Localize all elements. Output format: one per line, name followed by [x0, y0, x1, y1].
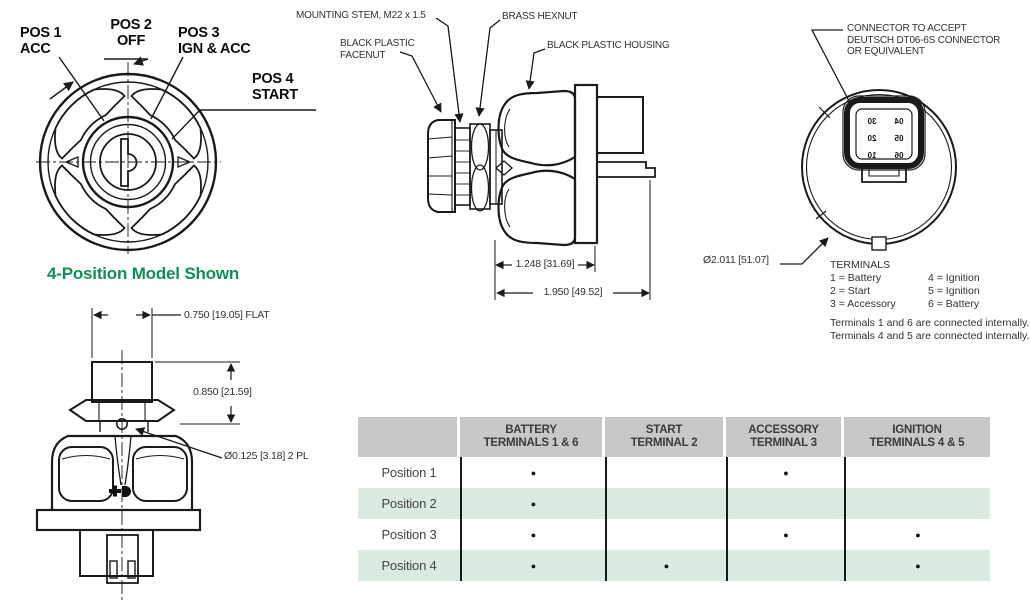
- row-label: Position 2: [358, 488, 460, 519]
- hexnut-leader: [479, 20, 500, 116]
- hole-leader: [136, 429, 222, 458]
- cell-battery: ●: [460, 550, 605, 581]
- cell-battery: ●: [460, 457, 605, 488]
- row-label: Position 3: [381, 527, 437, 542]
- terminals-legend-col1: 1 = Battery 2 = Start 3 = Accessory: [830, 272, 896, 310]
- housing-top-lobe: [499, 91, 576, 165]
- cell-accessory: [726, 488, 844, 519]
- cell-battery: ●: [460, 519, 605, 550]
- table-row-position-1: [358, 457, 990, 488]
- housing-bottom-lobe: [499, 171, 576, 245]
- svg-text:20: 20: [867, 134, 877, 143]
- pos4-label: POS 4 START: [252, 71, 298, 103]
- cell-ignition: ●: [844, 550, 990, 581]
- row-label: Position 1: [381, 465, 437, 480]
- header-ignition: IGNITION TERMINALS 4 & 5: [844, 417, 990, 457]
- svg-text:04: 04: [894, 117, 904, 126]
- cell-accessory: [726, 550, 844, 581]
- rear-view-drawing: [780, 30, 956, 264]
- mounting-stem-callout: MOUNTING STEM, M22 x 1.5: [296, 10, 426, 21]
- housing-depth-dim: 1.248 [31.69]: [515, 258, 575, 270]
- connector-note-leader: [812, 30, 849, 101]
- holes-dim: Ø0.125 [3.18] 2 PL: [224, 450, 309, 462]
- pos3-label: POS 3 IGN & ACC: [178, 25, 251, 57]
- connector-callout: CONNECTOR TO ACCEPT DEUTSCH DT06-6S CONNECTOR OR EQUIVALENT: [847, 23, 1001, 57]
- rear-notch: [872, 237, 886, 250]
- table-header-row: [358, 417, 990, 457]
- rear-block: [597, 97, 643, 153]
- diameter-leader: [780, 238, 828, 264]
- table-row-position-3: [358, 519, 990, 550]
- housing-callout: BLACK PLASTIC HOUSING: [547, 40, 670, 51]
- stem-leader: [436, 18, 460, 122]
- diameter-dim: Ø2.011 [51.07]: [703, 254, 769, 266]
- terminals-title: TERMINALS: [830, 259, 891, 271]
- terminal-notes: Terminals 1 and 6 are connected internally. Terminals 4 and 5 are connected internally.: [830, 317, 1030, 342]
- pos2-arrow: [134, 59, 148, 64]
- cell-start: ●: [605, 550, 726, 581]
- facenut-leader: [400, 52, 441, 112]
- table-row-position-2: [358, 488, 990, 519]
- pos3-leader: [151, 57, 183, 119]
- flange-front: [37, 510, 200, 530]
- cell-start: [605, 488, 726, 519]
- terminals-legend-col2: 4 = Ignition 5 = Ignition 6 = Battery: [928, 272, 980, 310]
- svg-text:06: 06: [894, 151, 904, 160]
- facenut-callout: BLACK PLASTIC FACENUT: [340, 38, 415, 61]
- cell-start: [605, 457, 726, 488]
- front-dim-drawing: [37, 308, 240, 601]
- header-blank: [358, 417, 460, 457]
- cell-ignition: [844, 488, 990, 519]
- pos2-label: POS 2 OFF: [110, 17, 152, 49]
- pos1-label: POS 1 ACC: [20, 25, 62, 57]
- header-accessory: ACCESSORY TERMINAL 3: [726, 417, 844, 457]
- header-battery: BATTERY TERMINALS 1 & 6: [460, 417, 605, 457]
- cell-accessory: ●: [726, 457, 844, 488]
- row-label: Position 4: [358, 550, 460, 581]
- model-caption: 4-Position Model Shown: [47, 264, 240, 283]
- terminal-function-table: [358, 417, 990, 581]
- connector-pins: [867, 117, 903, 160]
- svg-text:30: 30: [867, 117, 877, 126]
- facenut: [428, 120, 455, 212]
- housing-leader: [529, 49, 545, 89]
- cell-battery: ●: [460, 488, 605, 519]
- mounting-flange: [575, 85, 597, 243]
- overall-depth-dim: 1.950 [49.52]: [543, 286, 603, 298]
- rear-bracket: [597, 162, 655, 177]
- svg-text:10: 10: [867, 151, 877, 160]
- pos4-leader: [172, 110, 316, 139]
- table-row-position-4: [358, 550, 990, 581]
- brass-hexnut-callout: BRASS HEXNUT: [502, 11, 578, 22]
- cell-start: [605, 519, 726, 550]
- cell-ignition: [844, 457, 990, 488]
- housing-waist: [496, 161, 512, 175]
- flat-dim: 0.750 [19.05] FLAT: [184, 309, 270, 321]
- svg-text:05: 05: [894, 134, 904, 143]
- height-dim: 0.850 [21.59]: [193, 386, 252, 398]
- cell-accessory: ●: [726, 519, 844, 550]
- cell-ignition: ●: [844, 519, 990, 550]
- header-start: START TERMINAL 2: [605, 417, 726, 457]
- dial-keyway: [121, 139, 137, 186]
